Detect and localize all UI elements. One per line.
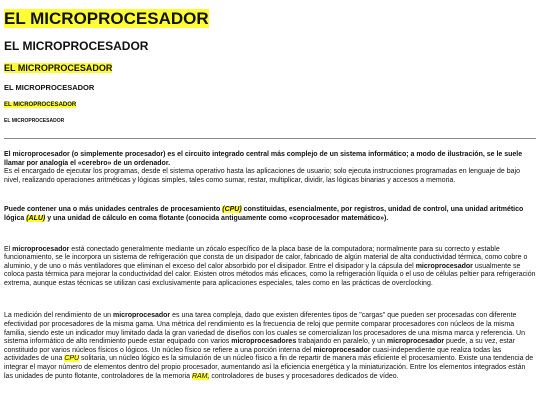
units-paragraph — [4, 206, 536, 223]
perf-bold-4: microprocesador — [313, 346, 371, 354]
alu-highlight: (ALU) — [26, 214, 46, 222]
heading-6: EL MICROPROCESADOR — [4, 118, 65, 125]
horizontal-rule — [4, 138, 536, 139]
perf-text-6: solitaria, un núcleo lógico es la simulación de un núcleo físico a fin de repartir de manera más eficiente el procesamiento. Existe una tendencia de integrar el mayor número de elementos dentro del propio procesador, aumentando así la eficiencia energética y la miniaturización. Entre los elementos integrados están las unidades de punto flotante, controladores de la memoria — [4, 355, 534, 380]
perf-bold-2: microprocesadores — [231, 338, 297, 346]
cooling-bold-1: microprocesador — [12, 245, 70, 253]
units-text-3: y una unidad de cálculo en coma flotante (conocida antiguamente como «coprocesador matemático»). — [45, 214, 389, 222]
units-text-2: constituidas, esencialmente, por registros, unidad de control, una unidad aritmético lógica — [4, 206, 524, 222]
perf-bold-3: microprocesador — [386, 338, 445, 346]
heading-3 — [4, 63, 536, 73]
perf-text-7: controladores de buses y procesadores dedicados de vídeo. — [209, 372, 399, 380]
cooling-text-2: está conectado generalmente mediante un zócalo específico de la placa base de la computadora; normalmente para su correcto y estable funcionamiento, se le incorpora un sistema de refrigeración que consta de un disipador de calor, fabricado de algún material de alta conductividad térmica, como cobre o aluminio, y de uno o más ventiladores que eliminan el exceso del calor absorbido por el disipador. Entre el disipador y la cápsula del — [4, 245, 528, 270]
heading-1 — [4, 9, 536, 29]
performance-paragraph — [4, 312, 536, 381]
perf-bold-1: microprocesador — [112, 312, 171, 320]
intro-bold-lead: El microprocesador (o simplemente procesador) es el circuito integrado central más complejo de un sistema informático; a modo de ilustración, se le suele llamar por analogía el «cerebro» de un ordenador. — [4, 150, 523, 167]
perf-text-2: es una tarea compleja, dado que existen diferentes tipos de "cargas" que pueden ser procesadas con diferente efectividad por procesadores de la misma gama. Una métrica del rendimiento es la frecuencia de reloj que permite comparar procesadores con núcleos de la misma familia, siendo este un indicador muy limitado dada la gran variedad de diseños con los cuales se comercializan los procesadores de una misma marca y referencia. Un sistema informático de alto rendimiento puede estar equipado con varios — [4, 312, 525, 346]
heading-5-text: EL MICROPROCESADOR — [4, 102, 77, 109]
cooling-text-1: El — [4, 245, 13, 253]
heading-4: EL MICROPROCESADOR — [4, 82, 95, 92]
heading-3-text: EL MICROPROCESADOR — [4, 63, 113, 74]
perf-cpu-highlight: CPU — [64, 355, 80, 363]
cpu-highlight: (CPU) — [222, 206, 242, 214]
perf-text-1: La medición del rendimiento de un — [4, 312, 113, 320]
heading-5 — [4, 102, 536, 109]
perf-text-4: puede, a su vez, estar constituido por varios núcleos físicos o lógicos. Un núcleo físico se refiere a una porción interna del — [4, 338, 515, 354]
heading-2: EL MICROPROCESADOR — [4, 38, 149, 53]
ram-highlight: RAM, — [191, 372, 210, 380]
cooling-paragraph — [4, 246, 536, 289]
cooling-text-3: usualmente se coloca pasta térmica para mejorar la conductividad del calor. Existen otros métodos más eficaces, como la refrigeración líquida o el uso de células peltier para refrigeración extrema, aunque estas técnicas se utilizan casi exclusivamente para aplicaciones especiales, tales como en las prácticas de overclocking. — [4, 262, 536, 287]
intro-text: Es el encargado de ejecutar los programas, desde el sistema operativo hasta las aplicaciones de usuario; solo ejecuta instrucciones programadas en lenguaje de bajo nivel, realizando operaciones aritméticas y lógicas simples, tales como sumar, restar, multiplicar, dividir, las lógicas binarias y accesos a memoria. — [4, 168, 520, 184]
units-text-1: Puede contener una o más unidades centrales de procesamiento — [4, 206, 223, 214]
heading-1-text: EL MICROPROCESADOR — [4, 9, 209, 28]
perf-text-3: trabajando en paralelo, y un — [296, 338, 387, 346]
intro-paragraph — [4, 151, 536, 185]
perf-text-5: cuasi-independiente que realiza todas las actividades de una — [4, 346, 502, 363]
document-page — [4, 0, 536, 381]
cooling-bold-2: microprocesador — [415, 262, 473, 270]
